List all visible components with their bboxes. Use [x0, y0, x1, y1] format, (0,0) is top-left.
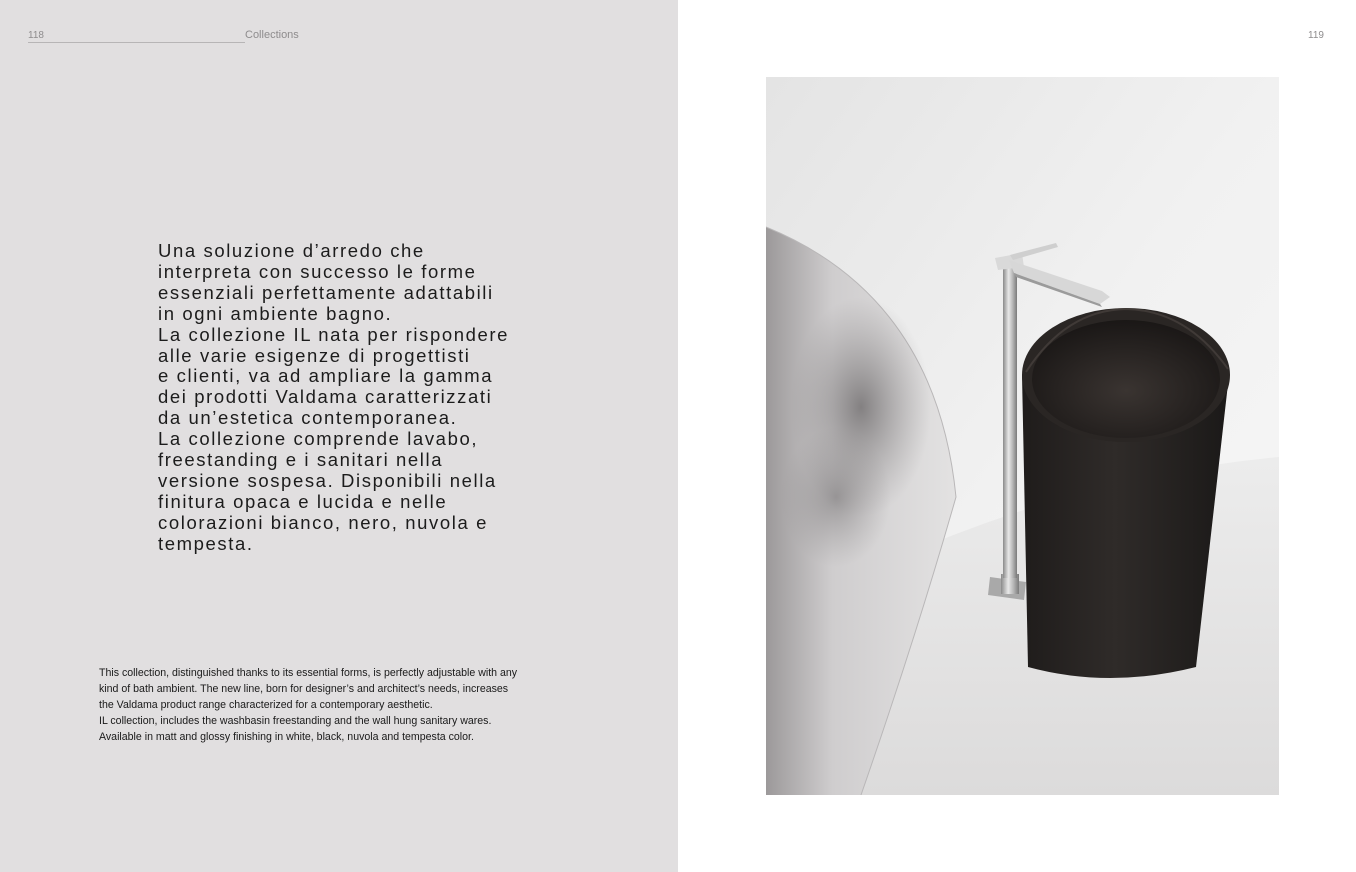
- italian-line: tempesta.: [158, 532, 254, 554]
- italian-line: La collezione IL nata per rispondere: [158, 323, 510, 345]
- header-rule: [28, 42, 245, 43]
- italian-line: interpreta con successo le forme: [158, 260, 477, 282]
- italian-line: colorazioni bianco, nero, nuvola e: [158, 511, 489, 533]
- english-line: IL collection, includes the washbasin freestanding and the wall hung sanitary wares.: [99, 715, 492, 727]
- italian-line: La collezione comprende lavabo,: [158, 428, 479, 450]
- product-photo: [766, 77, 1279, 795]
- page-number-right: 119: [1308, 30, 1324, 41]
- italian-line: Una soluzione d’arredo che: [158, 240, 425, 261]
- english-line: This collection, distinguished thanks to its essential forms, is perfectly adjustable with any: [99, 667, 518, 679]
- italian-line: finitura opaca e lucida e nelle: [158, 490, 448, 512]
- english-line: the Valdama product range characterized for a contemporary aesthetic.: [99, 699, 433, 711]
- italian-line: versione sospesa. Disponibili nella: [158, 469, 497, 491]
- italian-line: freestanding e i sanitari nella: [158, 449, 444, 471]
- english-line: Available in matt and glossy finishing in white, black, nuvola and tempesta color.: [99, 731, 474, 743]
- italian-line: in ogni ambiente bagno.: [158, 302, 393, 324]
- page-number-left: 118: [28, 30, 44, 41]
- section-label: Collections: [245, 29, 299, 41]
- italian-description: [158, 241, 588, 555]
- italian-line: essenziali perfettamente adattabili: [158, 281, 494, 303]
- english-description: [99, 665, 569, 745]
- italian-line: e clienti, va ad ampliare la gamma: [158, 365, 494, 387]
- english-line: kind of bath ambient. The new line, born for designer’s and architect’s needs, increases: [99, 683, 509, 695]
- italian-line: alle varie esigenze di progettisti: [158, 344, 471, 366]
- italian-line: da un’estetica contemporanea.: [158, 407, 458, 429]
- italian-line: dei prodotti Valdama caratterizzati: [158, 386, 493, 408]
